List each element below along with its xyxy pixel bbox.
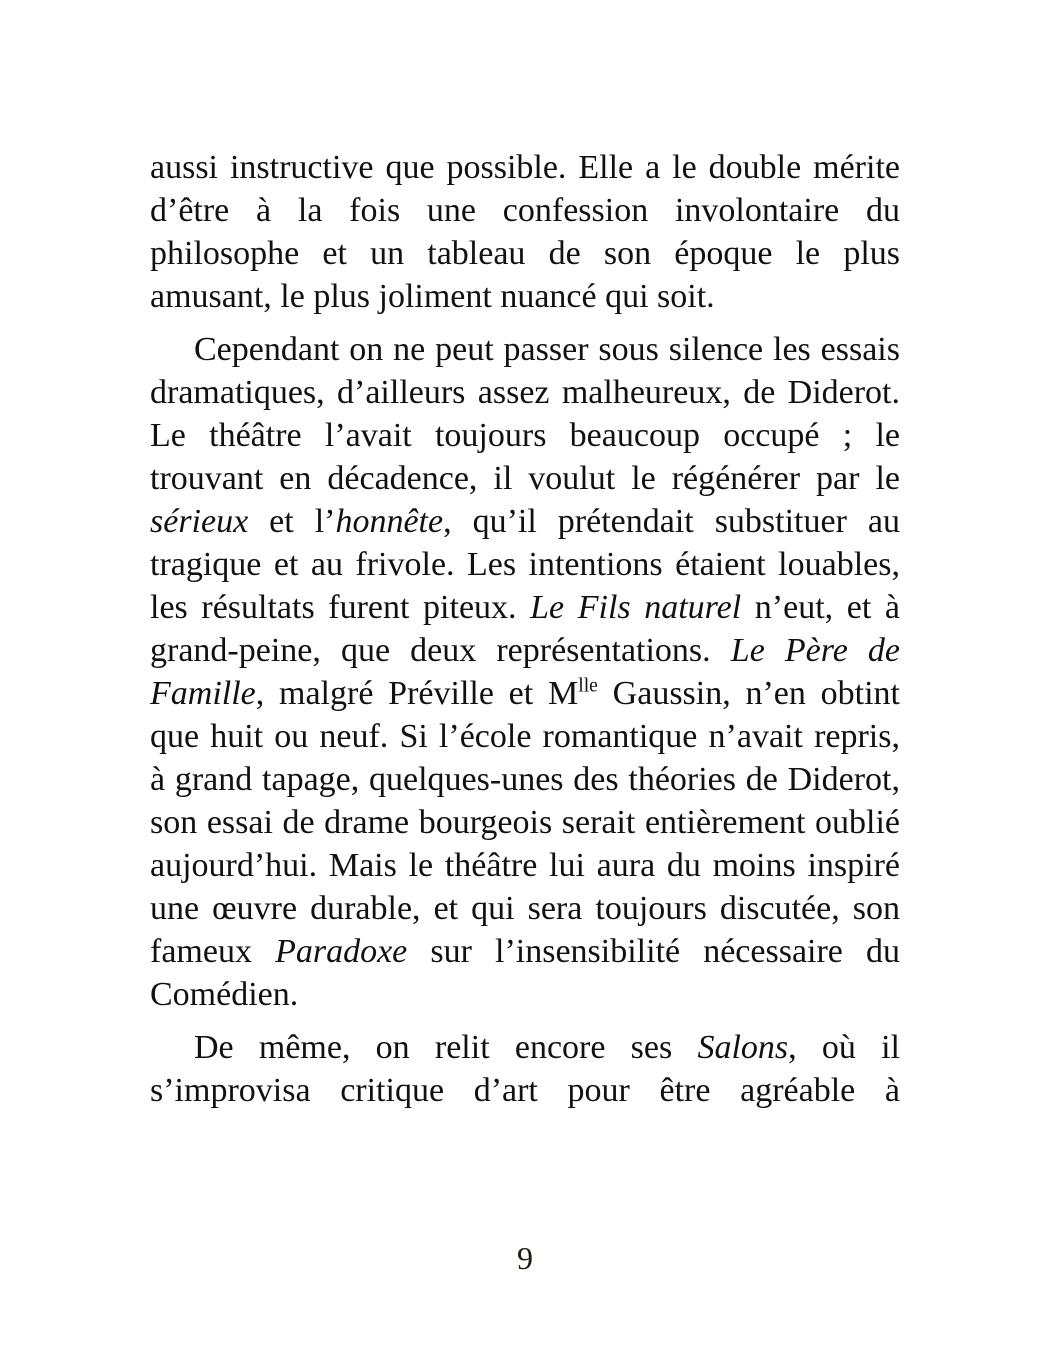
text-block <box>150 146 900 1112</box>
text-segment: n’eut, et à grand-peine, que deux représentations. <box>150 589 900 669</box>
text-segment: et l’ <box>248 503 336 540</box>
text-segment: sérieux <box>150 503 249 540</box>
text-segment: Salons <box>697 1029 789 1066</box>
text-segment: aussi instructive que possible. Elle a le double mérite d’être à la fois une confession involontaire du philosophe et un tableau de son époque le plus amusant, le plus joliment nuancé qui soit. <box>150 149 900 315</box>
text-segment: , qu’il prétendait substituer au tragique et au frivole. Les intentions étaient louables, les résultats furent piteux. <box>150 503 900 626</box>
text-segment: lle <box>578 674 598 697</box>
text-segment: Paradoxe <box>275 933 408 970</box>
page-number: 9 <box>517 1240 533 1276</box>
text-segment: honnête <box>335 503 444 540</box>
text-segment: , où il s’improvisa critique d’art pour être agréable à <box>150 1029 900 1109</box>
text-segment: De même, on relit encore ses <box>194 1029 698 1066</box>
paragraph <box>150 1026 900 1112</box>
text-segment: sur l’insensibilité nécessaire du Comédien. <box>150 933 900 1013</box>
text-segment: Le Fils naturel <box>530 589 742 626</box>
text-segment: Gaussin, n’en obtint que huit ou neuf. Si l’école romantique n’avait repris, à grand tapage, quelques-unes des théories de Diderot, son essai de drame bourgeois serait entièrement oublié aujourd’hui. Mais le théâtre lui aura du moins inspiré une œuvre durable, et qui sera toujours discutée, son fameux <box>150 675 900 970</box>
paragraph <box>150 146 900 318</box>
text-segment: Le Père de Famille <box>150 632 901 712</box>
text-segment: Cependant on ne peut passer sous silence les essais dramatiques, d’ailleurs assez malheureux, de Diderot. Le théâtre l’avait toujours beaucoup occupé ; le trouvant en décadence, il voulut le régénérer par le <box>150 331 900 497</box>
text-segment: , malgré Préville et M <box>255 675 579 712</box>
paragraph <box>150 328 900 1016</box>
